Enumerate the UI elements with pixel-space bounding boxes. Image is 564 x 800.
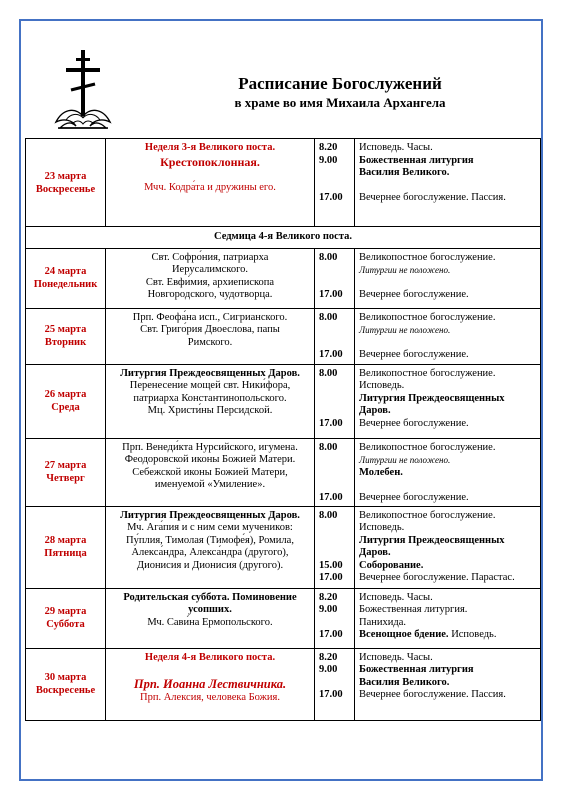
text-line: патриарха Константинопольского. (133, 392, 287, 404)
text-line: 17.00 (319, 349, 343, 360)
day-weekday: Пятница (44, 548, 87, 559)
schedule-row (26, 438, 541, 506)
text-line (319, 167, 352, 180)
service-suffix: Исповедь. (448, 629, 497, 640)
text-line: Неделя 4-я Великого поста. (144, 651, 276, 663)
text-line: Родительская суббота. Поминовение (123, 591, 297, 603)
text-line: Божественная литургия (359, 664, 474, 675)
text-line: Прп. Иоанна Лествичника. (133, 676, 287, 691)
text-line: 9.00 (319, 154, 338, 166)
text-line: 17.00 (319, 629, 343, 640)
text-line: Крестопоклонная. (160, 154, 260, 169)
saints-cell (106, 364, 315, 438)
text-line (319, 324, 352, 337)
schedule-row (26, 506, 541, 588)
text-line: Дионисия и Дионисия (другого). (136, 559, 284, 571)
schedule-row (26, 139, 541, 227)
text-line: 8.20 (319, 142, 338, 153)
text-line: Мч. Сави́на Ермопольского. (147, 616, 273, 628)
text-line: Литургия Преждеосвященных Даров. (120, 367, 300, 379)
day-date: 23 марта (44, 170, 87, 182)
text-line (319, 547, 352, 560)
text-line: Мч. Ага́пия и с ним семи мучеников: (127, 522, 293, 533)
saints-cell (106, 506, 315, 588)
text-line: Исповедь. (359, 380, 405, 391)
text-line (109, 664, 311, 677)
services-cell (355, 364, 541, 438)
text-line: Вечернее богослужение. (359, 289, 469, 300)
services-cell (355, 248, 541, 308)
text-line (359, 629, 538, 642)
schedule-table (25, 138, 541, 721)
schedule-row (26, 648, 541, 720)
day-weekday: Суббота (46, 619, 85, 630)
text-line: Вечернее богослужение. (359, 349, 469, 360)
day-cell (26, 588, 106, 648)
week-heading: Седмица 4-я Великого поста. (26, 227, 541, 249)
page-header (150, 74, 530, 112)
saints-cell (106, 588, 315, 648)
text-line: 8.20 (319, 591, 338, 603)
text-line (319, 380, 352, 393)
day-weekday: Воскресенье (35, 685, 96, 696)
day-date: 28 марта (44, 535, 87, 546)
text-line (319, 405, 352, 418)
text-line: Пу́плия, Тимолая (Тимофе́я), Ромила, (126, 534, 294, 546)
day-date: 26 марта (44, 389, 87, 400)
week-heading-row (26, 227, 541, 249)
text-line: Прп. Феофа́на исп., Сигрианского. (132, 311, 288, 323)
text-line (319, 522, 352, 535)
day-cell (26, 648, 106, 720)
text-line: Новгородского, чудотворца. (147, 289, 273, 300)
text-line: Вечернее богослужение. (359, 417, 469, 429)
day-date: 25 марта (44, 324, 87, 335)
orthodox-cross-icon (52, 48, 114, 130)
schedule-row (26, 588, 541, 648)
text-line: Божественная литургия. (359, 604, 468, 615)
text-line: Алекса́ндра, Алекса́ндра (другого), (131, 547, 289, 558)
day-weekday: Четверг (46, 473, 85, 484)
text-line: Прп. Венеди́кта Нурсийского, игумена. (122, 441, 298, 453)
text-line (319, 264, 352, 277)
text-line: 8.00 (319, 251, 338, 263)
day-cell (26, 139, 106, 227)
text-line (359, 277, 538, 290)
text-line: Свт. Софро́ния, патриарха (151, 251, 269, 263)
text-line: 8.00 (319, 311, 338, 323)
text-line: 17.00 (319, 572, 343, 583)
text-line: Литургия Преждеосвященных (359, 534, 505, 546)
text-line: Исповедь. Часы. (359, 651, 433, 663)
text-line (319, 454, 352, 467)
text-line: Литургия Преждеосвященных (359, 392, 505, 404)
text-line: Феодоровской иконы Божией Матери. (124, 454, 296, 465)
times-cell (315, 648, 355, 720)
text-line: Неделя 3-я Великого поста. (144, 142, 276, 153)
text-line: Мц. Христи́ны Персидской. (147, 405, 273, 416)
services-cell (355, 588, 541, 648)
text-line (319, 180, 352, 193)
text-line (319, 617, 352, 630)
saints-cell (106, 139, 315, 227)
text-line: Литургии не положено. (359, 325, 451, 335)
services-cell (355, 506, 541, 588)
text-line: Вечернее богослужение. Парастас. (359, 572, 515, 583)
text-line: Великопостное богослужение. (359, 251, 496, 263)
text-line (319, 277, 352, 290)
day-weekday: Среда (51, 402, 80, 413)
text-line: Великопостное богослужение. (359, 509, 496, 521)
text-line: 8.00 (319, 367, 338, 379)
text-line: Литургии не положено. (359, 455, 451, 465)
text-line: Литургии не положено. (359, 265, 451, 275)
schedule-body (26, 139, 541, 721)
times-cell (315, 139, 355, 227)
text-line: 17.00 (319, 289, 343, 300)
schedule-row (26, 248, 541, 308)
day-cell (26, 248, 106, 308)
text-line (319, 535, 352, 548)
times-cell (315, 438, 355, 506)
page-subtitle: в храме во имя Михаила Архангела (234, 95, 446, 110)
text-line: Перенесение мощей свт. Ники́фора, (129, 380, 291, 391)
saints-cell (106, 648, 315, 720)
text-line: усопших. (188, 604, 232, 615)
saints-cell (106, 438, 315, 506)
text-line: Мчч. Кодра́та и дружины его. (144, 182, 276, 193)
text-line (359, 337, 538, 350)
text-line: 17.00 (319, 491, 343, 503)
text-line (359, 180, 538, 193)
text-line: Великопостное богослужение. (359, 367, 496, 379)
text-line: Свт. Евфи́мия, архиепископа (145, 276, 275, 288)
day-date: 27 марта (44, 460, 87, 471)
schedule-row (26, 308, 541, 364)
services-cell (355, 308, 541, 364)
text-line: Панихида. (359, 616, 406, 628)
day-weekday: Вторник (44, 337, 87, 348)
text-line: Исповедь. (359, 522, 405, 533)
text-line: именуемой «Умиление». (154, 479, 266, 490)
saints-cell (106, 248, 315, 308)
text-line: 8.20 (319, 651, 338, 663)
text-line: Даров. (359, 547, 391, 558)
text-line (319, 337, 352, 350)
day-date: 29 марта (44, 606, 87, 617)
day-cell (26, 364, 106, 438)
day-weekday: Понедельник (33, 279, 98, 290)
text-line: 8.00 (319, 509, 338, 521)
day-weekday: Воскресенье (35, 183, 96, 195)
services-cell (355, 438, 541, 506)
text-line: Вечернее богослужение. Пассия. (359, 192, 506, 203)
times-cell (315, 248, 355, 308)
text-line: Свт. Григо́рия Двоеслова, папы (140, 324, 280, 335)
text-line: 17.00 (319, 417, 343, 429)
text-line: Василия Великого. (359, 676, 450, 688)
day-cell (26, 506, 106, 588)
day-date: 24 марта (44, 266, 87, 277)
page-title: Расписание Богослужений (238, 74, 442, 93)
text-line: Божественная литургия (359, 154, 474, 166)
times-cell (315, 506, 355, 588)
text-line (359, 479, 538, 492)
text-line: Исповедь. Часы. (359, 591, 433, 603)
text-line: Прп. Алексия, человека Божия. (140, 691, 280, 703)
text-line: Себежской иконы Божией Матери, (132, 466, 288, 478)
text-line: Даров. (359, 405, 391, 416)
text-line (319, 393, 352, 406)
text-line: Литургия Преждеосвященных Даров. (120, 509, 300, 521)
text-line (319, 479, 352, 492)
text-line: Молебен. (359, 466, 403, 478)
day-date: 30 марта (44, 672, 87, 683)
text-line: Соборование. (359, 559, 424, 571)
text-line: 17.00 (319, 192, 343, 203)
services-cell (355, 139, 541, 227)
text-line: 8.00 (319, 441, 338, 453)
schedule-row (26, 364, 541, 438)
text-line: 17.00 (319, 689, 343, 700)
saints-cell (106, 308, 315, 364)
times-cell (315, 364, 355, 438)
text-line: Исповедь. Часы. (359, 142, 433, 153)
day-cell (26, 438, 106, 506)
text-line: Римского. (187, 336, 233, 348)
times-cell (315, 308, 355, 364)
service-bold: Всенощное бдение. (359, 629, 449, 640)
times-cell (315, 588, 355, 648)
text-line: Великопостное богослужение. (359, 311, 496, 323)
text-line (319, 677, 352, 690)
services-cell (355, 648, 541, 720)
text-line: 9.00 (319, 604, 338, 615)
text-line: Великопостное богослужение. (359, 441, 496, 453)
text-line: Вечернее богослужение. (359, 491, 469, 503)
text-line (109, 170, 311, 183)
day-cell (26, 308, 106, 364)
text-line: Вечернее богослужение. Пассия. (359, 689, 506, 700)
text-line: 15.00 (319, 559, 343, 571)
text-line (319, 467, 352, 480)
text-line: Василия Великого. (359, 167, 450, 178)
text-line: Иерусалимского. (171, 264, 249, 275)
text-line: 9.00 (319, 664, 338, 675)
